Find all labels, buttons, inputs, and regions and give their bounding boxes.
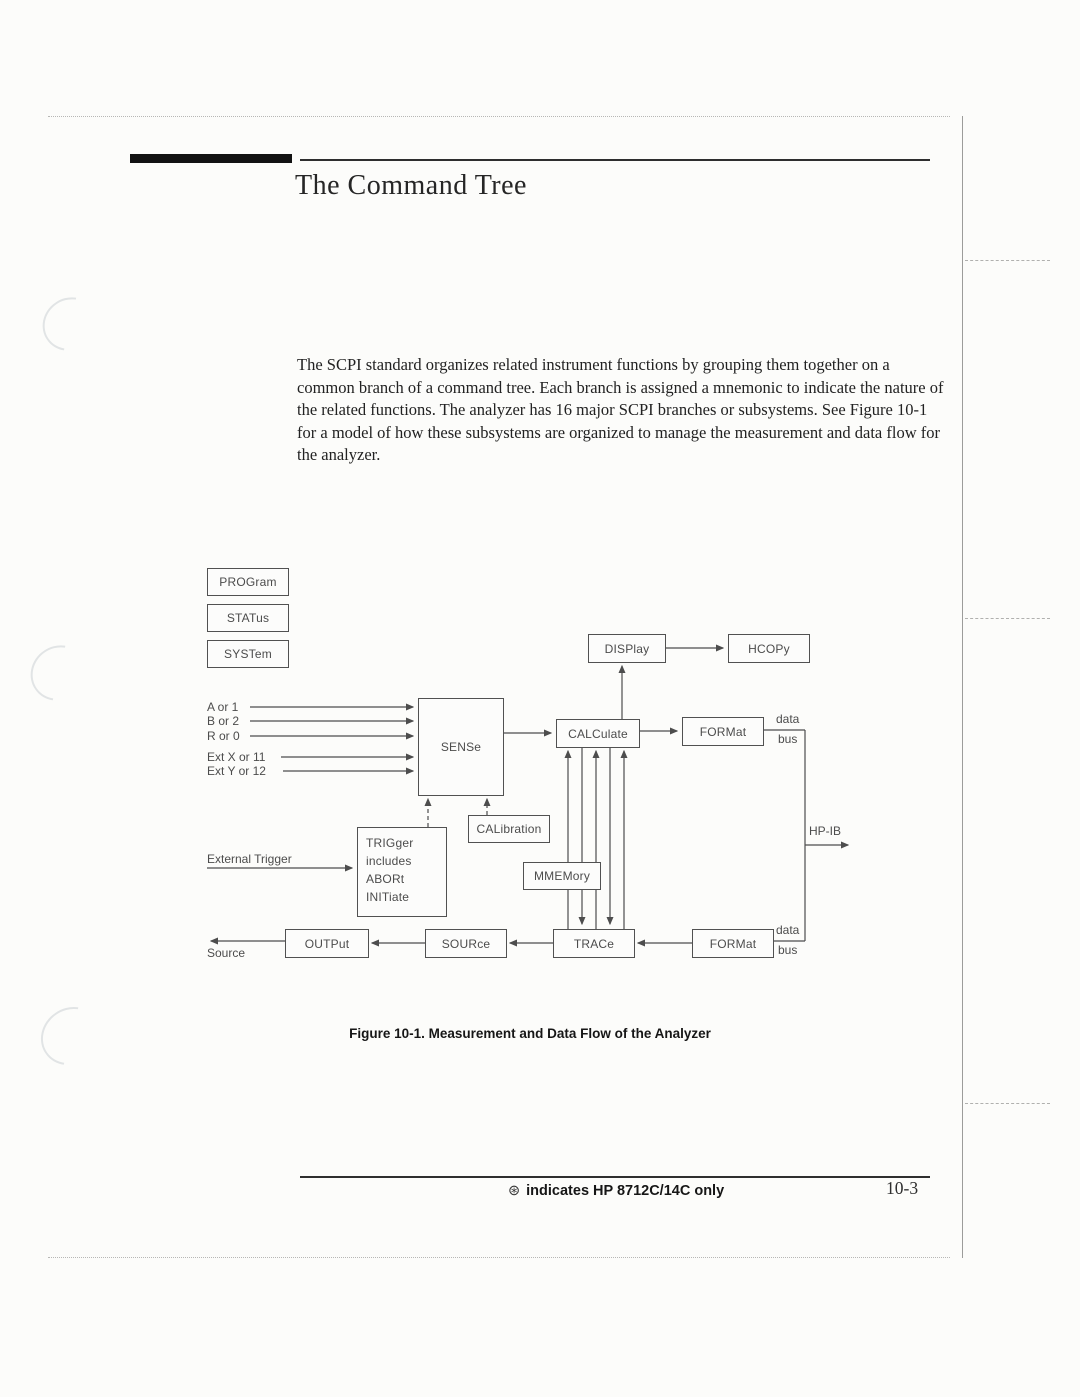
label-input-b: B or 2 (207, 714, 240, 728)
box-trigger (357, 827, 447, 917)
label-input-ext-x: Ext X or 11 (207, 750, 266, 764)
trigger-line: includes (366, 854, 412, 868)
label-data-bus-bottom-bus: bus (778, 943, 798, 957)
label-external-trigger: External Trigger (207, 852, 292, 866)
box-hcopy: HCOPy (728, 634, 810, 663)
figure-caption: Figure 10-1. Measurement and Data Flow of the Analyzer (349, 1026, 711, 1041)
box-program: PROGram (207, 568, 289, 596)
label-data-bus-top-bus: bus (778, 732, 798, 746)
box-format-bottom: FORMat (692, 929, 774, 958)
box-output: OUTPut (285, 929, 369, 958)
box-sense: SENSe (418, 698, 504, 796)
box-display: DISPlay (588, 634, 666, 663)
box-calibration: CALibration (468, 815, 550, 843)
label-data-bus-bottom-data: data (776, 923, 800, 937)
label-source-output: Source (207, 946, 246, 960)
footer-note (508, 1183, 724, 1199)
intro-paragraph: The SCPI standard organizes related instrument functions by grouping them together on a common branch of a command tree. Each branch is assigned a mnemonic to indicate the nature of the related functions. The analyzer has 16 major SCPI branches or subsystems. See Figure 10-1 for a model of how these subsystems are organized to manage the measurement and data flow for the analyzer. (297, 355, 944, 465)
label-input-r: R or 0 (207, 729, 240, 743)
page-title: The Command Tree (295, 170, 527, 201)
label-input-ext-y: Ext Y or 12 (207, 764, 266, 778)
trigger-line: TRIGger (366, 836, 414, 850)
box-calculate: CALCulate (556, 719, 640, 748)
box-trace: TRACe (553, 929, 635, 958)
footer-rule (300, 1176, 930, 1178)
box-mmemory: MMEMory (523, 862, 601, 890)
box-format-top: FORMat (682, 717, 764, 746)
box-source: SOURce (425, 929, 507, 958)
label-input-a: A or 1 (207, 700, 239, 714)
label-data-bus-top-data: data (776, 712, 800, 726)
circled-asterisk-icon: ⊛ (508, 1183, 521, 1199)
trigger-line: ABORt (366, 872, 405, 886)
box-status: STATus (207, 604, 289, 632)
page-number: 10-3 (886, 1178, 919, 1198)
trigger-line: INITiate (366, 890, 410, 904)
box-system: SYSTem (207, 640, 289, 668)
footer-note-text: indicates HP 8712C/14C only (526, 1183, 725, 1199)
label-hpib: HP-IB (809, 824, 842, 838)
